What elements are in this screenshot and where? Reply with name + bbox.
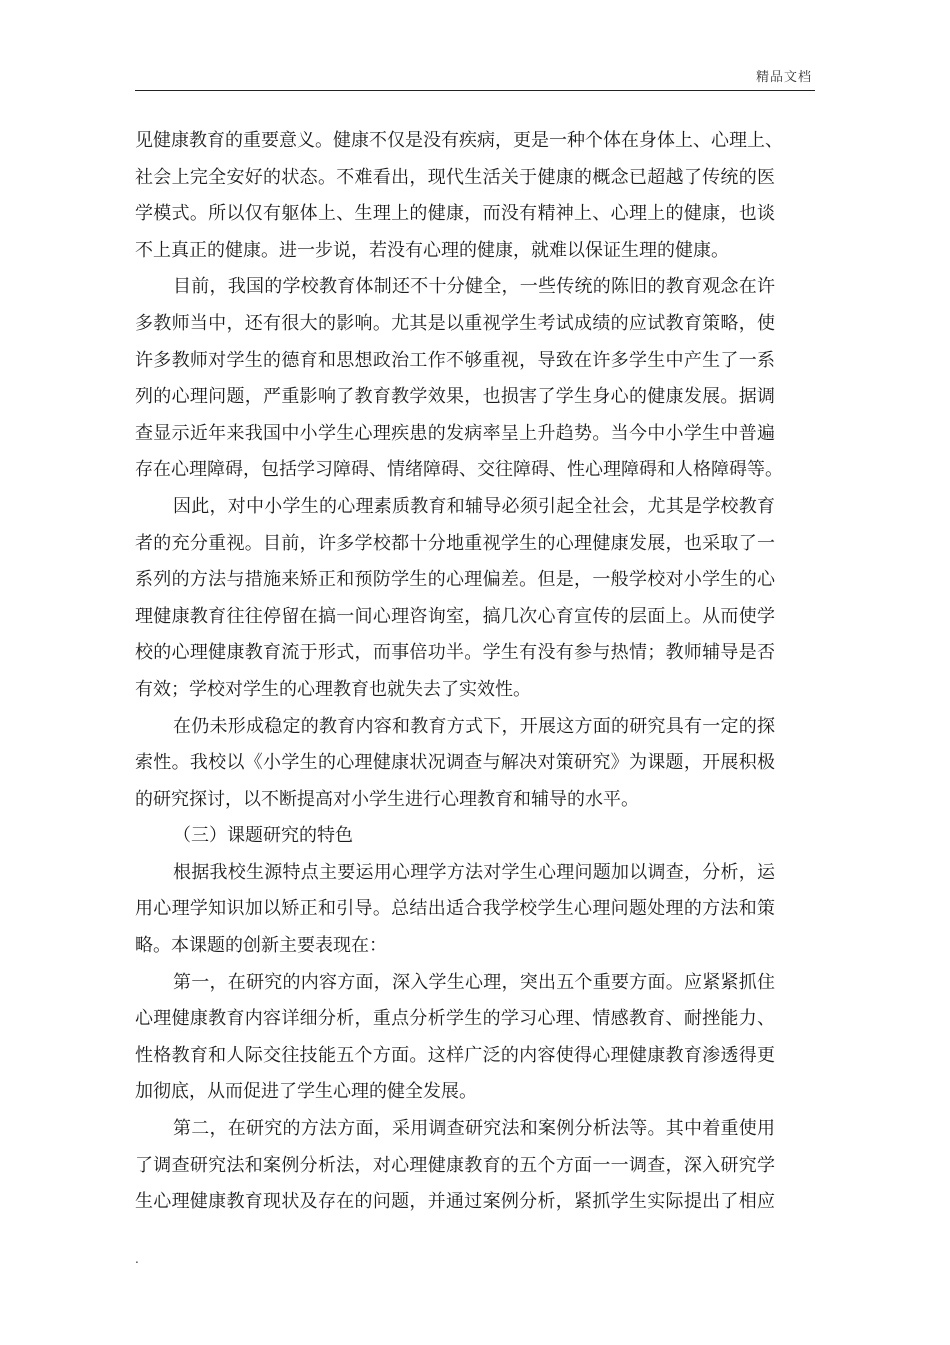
- text-line: 查显示近年来我国中小学生心理疾患的发病率呈上升趋势。当今中小学生中普遍: [135, 422, 775, 444]
- text-line: 第一，在研究的内容方面，深入学生心理，突出五个重要方面。应紧紧抓住: [173, 971, 775, 993]
- text-line: （三）课题研究的特色: [173, 825, 353, 847]
- text-line: 因此，对中小学生的心理素质教育和辅导必须引起全社会，尤其是学校教育: [173, 495, 775, 517]
- paragraph: [135, 855, 775, 965]
- text-line: 存在心理障碍，包括学习障碍、情绪障碍、交往障碍、性心理障碍和人格障碍等。: [135, 459, 783, 481]
- paragraph: [135, 269, 783, 489]
- paragraph: [135, 1111, 775, 1221]
- text-line: 第二，在研究的方法方面，采用调查研究法和案例分析法等。其中着重使用: [173, 1118, 775, 1140]
- text-line: 加彻底，从而促进了学生心理的健全发展。: [135, 1081, 477, 1103]
- text-line: 学模式。所以仅有躯体上、生理上的健康，而没有精神上、心理上的健康，也谈: [135, 203, 775, 225]
- text-line: 社会上完全安好的状态。不难看出，现代生活关于健康的概念已超越了传统的医: [135, 166, 775, 188]
- text-line: 目前，我国的学校教育体制还不十分健全，一些传统的陈旧的教育观念在许: [173, 276, 775, 298]
- text-line: 性格教育和人际交往技能五个方面。这样广泛的内容使得心理健康教育渗透得更: [135, 1044, 775, 1066]
- text-line: 的研究探讨，以不断提高对小学生进行心理教育和辅导的水平。: [135, 788, 639, 810]
- footer-mark: .: [135, 1252, 139, 1266]
- paragraph: [135, 489, 775, 709]
- text-line: 用心理学知识加以矫正和引导。总结出适合我学校学生心理问题处理的方法和策: [135, 898, 775, 920]
- text-line: 许多教师对学生的德育和思想政治工作不够重视，导致在许多学生中产生了一系: [135, 349, 775, 371]
- text-line: 多教师当中，还有很大的影响。尤其是以重视学生考试成绩的应试教育策略，使: [135, 312, 775, 334]
- text-line: 校的心理健康教育流于形式，而事倍功半。学生有没有参与热情；教师辅导是否: [135, 642, 775, 664]
- paragraph: [135, 818, 775, 855]
- text-line: 心理健康教育内容详细分析，重点分析学生的学习心理、情感教育、耐挫能力、: [135, 1008, 775, 1030]
- paragraph: [135, 709, 775, 819]
- text-line: 系列的方法与措施来矫正和预防学生的心理偏差。但是，一般学校对小学生的心: [135, 569, 775, 591]
- text-line: 见健康教育的重要意义。健康不仅是没有疾病，更是一种个体在身体上、心理上、: [135, 130, 783, 151]
- paragraph: [135, 965, 775, 1111]
- text-line: 不上真正的健康。进一步说，若没有心理的健康，就难以保证生理的健康。: [135, 239, 729, 261]
- text-line: 列的心理问题，严重影响了教育教学效果，也损害了学生身心的健康发展。据调: [135, 386, 775, 408]
- text-line: 理健康教育往往停留在搞一间心理咨询室，搞几次心育宣传的层面上。从而使学: [135, 605, 775, 627]
- text-line: 了调查研究法和案例分析法，对心理健康教育的五个方面一一调查，深入研究学: [135, 1154, 775, 1176]
- document-body: [135, 123, 783, 1221]
- text-line: 有效；学校对学生的心理教育也就失去了实效性。: [135, 678, 531, 700]
- text-line: 根据我校生源特点主要运用心理学方法对学生心理问题加以调查，分析，运: [173, 861, 775, 883]
- text-line: 略。本课题的创新主要表现在：: [135, 935, 387, 957]
- text-line: 在仍未形成稳定的教育内容和教育方式下，开展这方面的研究具有一定的探: [173, 715, 775, 737]
- header-label: 精品文档: [755, 70, 812, 85]
- paragraph: [135, 123, 783, 269]
- text-line: 者的充分重视。目前，许多学校都十分地重视学生的心理健康发展，也采取了一: [135, 532, 775, 554]
- text-line: 生心理健康教育现状及存在的问题，并通过案例分析，紧抓学生实际提出了相应: [135, 1191, 775, 1213]
- text-line: 索性。我校以《小学生的心理健康状况调查与解决对策研究》为课题，开展积极: [135, 752, 775, 774]
- header-rule: [135, 90, 815, 91]
